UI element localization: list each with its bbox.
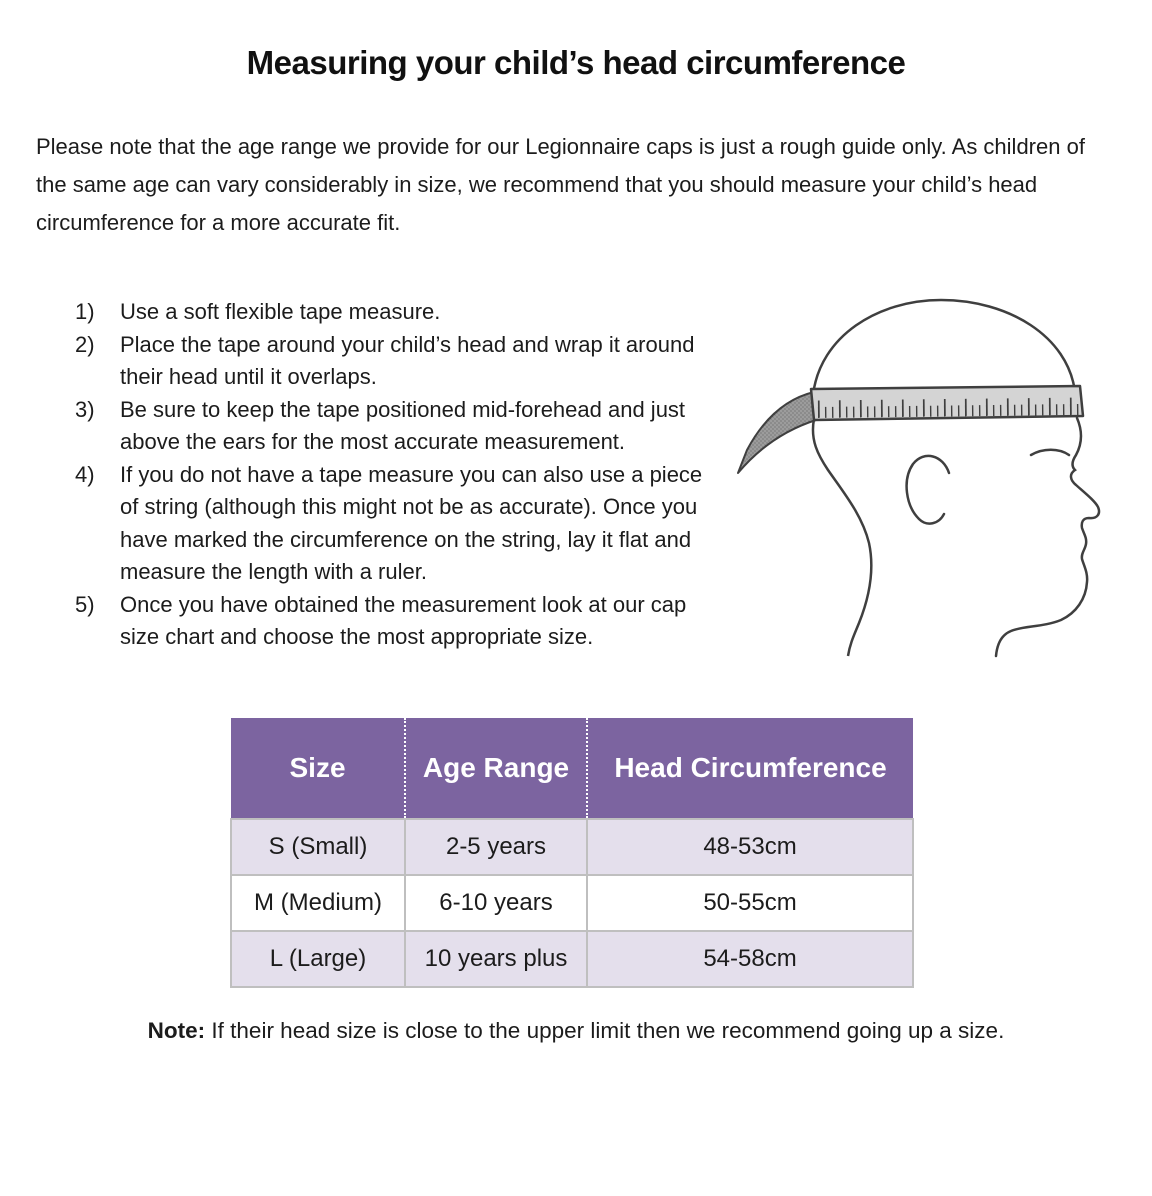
list-item-number: 4)	[75, 461, 95, 487]
table-cell-age-range: 10 years plus	[405, 931, 587, 987]
table-row	[231, 819, 913, 875]
table-cell-size: M (Medium)	[231, 875, 405, 931]
instruction-list	[75, 296, 703, 654]
table-cell-size: S (Small)	[231, 819, 405, 875]
note-text	[0, 1018, 1152, 1044]
list-item	[75, 459, 703, 589]
column-header-size: Size	[231, 718, 405, 819]
list-item-number: 1)	[75, 299, 95, 324]
list-item-number: 2)	[75, 331, 95, 357]
note-body: If their head size is close to the upper limit then we recommend going up a size.	[205, 1018, 1005, 1043]
table-cell-head-circumference: 50-55cm	[587, 875, 913, 931]
table-cell-age-range: 6-10 years	[405, 875, 587, 931]
size-chart-table	[230, 718, 914, 988]
face-profile-outline	[996, 418, 1099, 656]
list-item-number: 3)	[75, 396, 95, 422]
list-item-number: 5)	[75, 591, 95, 617]
table-row	[231, 875, 913, 931]
list-item	[75, 296, 703, 329]
intro-paragraph: Please note that the age range we provide for our Legionnaire caps is just a rough guide only. As children of the same age can vary considerably in size, we recommend that you should measure your child’s head circumference for a more accurate fit.	[36, 134, 1085, 235]
list-item-text: Be sure to keep the tape positioned mid-forehead and just above the ears for the most accurate measurement.	[120, 396, 686, 454]
head-tape-measure-illustration	[728, 292, 1128, 672]
table-cell-head-circumference: 48-53cm	[587, 819, 913, 875]
eyebrow-line	[1031, 450, 1069, 455]
skull-outline	[813, 300, 1075, 395]
list-item	[75, 589, 703, 654]
table-header-row	[231, 718, 913, 819]
table-cell-head-circumference: 54-58cm	[587, 931, 913, 987]
table-cell-size: L (Large)	[231, 931, 405, 987]
table-row	[231, 931, 913, 987]
list-item	[75, 394, 703, 459]
figure-container	[703, 292, 1152, 672]
instructions-and-figure	[0, 296, 1152, 672]
table-cell-age-range: 2-5 years	[405, 819, 587, 875]
page-title: Measuring your child’s head circumference	[246, 44, 906, 81]
list-item-text: Once you have obtained the measurement look at our cap size chart and choose the most appropriate size.	[120, 591, 687, 649]
list-item-text: Place the tape around your child’s head and wrap it around their head until it overlaps.	[120, 331, 695, 389]
list-item-text: If you do not have a tape measure you can also use a piece of string (although this might not be as accurate). Once you have marked the circumference on the string, lay it flat and measure the length with a ruler.	[120, 461, 703, 584]
list-item-text: Use a soft flexible tape measure.	[120, 299, 441, 324]
column-header-age-range: Age Range	[405, 718, 587, 819]
ear-outline	[906, 456, 948, 524]
tape-tail	[738, 392, 816, 473]
back-of-head-outline	[812, 419, 870, 656]
list-item	[75, 329, 703, 394]
column-header-head-circumference: Head Circumference	[587, 718, 913, 819]
note-label: Note:	[147, 1018, 206, 1043]
